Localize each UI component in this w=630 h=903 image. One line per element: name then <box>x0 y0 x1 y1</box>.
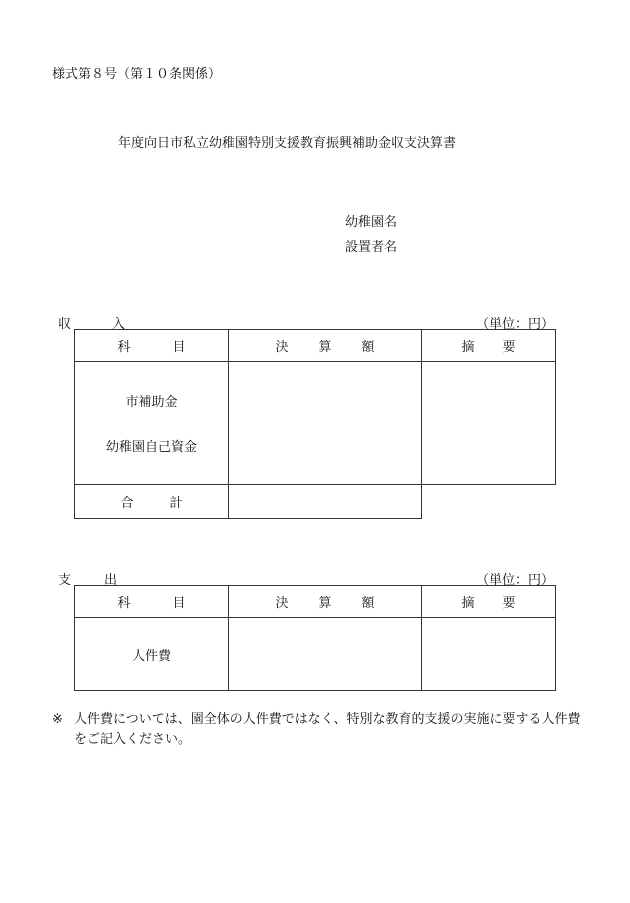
income-remarks-cell[interactable] <box>422 362 556 485</box>
footnote-mark: ※ <box>52 712 63 727</box>
form-number: 様式第８号（第１０条関係） <box>52 67 222 82</box>
income-header-remarks-char-1: 摘 <box>461 340 475 355</box>
income-item-city-subsidy: 市補助金 <box>125 395 178 410</box>
income-table <box>74 329 556 519</box>
income-body-row <box>75 362 556 485</box>
income-header-remarks <box>422 330 556 362</box>
income-total-amount-cell[interactable] <box>229 485 422 519</box>
income-header-row <box>75 330 556 362</box>
expense-amount-cell[interactable] <box>229 618 422 691</box>
expense-items-cell <box>75 618 229 691</box>
footnote-text: 人件費については、園全体の人件費ではなく、特別な教育的支援の実施に要する人件費をご記入ください。 <box>74 712 581 747</box>
expense-header-amount <box>229 586 422 618</box>
expense-section-char-1: 支 <box>58 573 72 588</box>
expense-header-row <box>75 586 556 618</box>
income-amount-cell[interactable] <box>229 362 422 485</box>
income-section-char-1: 収 <box>58 317 72 332</box>
income-total-label <box>75 485 229 519</box>
income-header-item <box>75 330 229 362</box>
expense-header-amount-char-3: 額 <box>361 596 375 611</box>
income-total-char-1: 合 <box>120 496 134 511</box>
expense-header-remarks-char-2: 要 <box>502 596 516 611</box>
expense-section-char-2: 出 <box>104 573 118 588</box>
income-items-cell <box>75 362 229 485</box>
kindergarten-name-label: 幼稚園名 <box>345 215 398 230</box>
income-unit-label: （単位：円） <box>476 317 555 332</box>
income-header-amount-char-1: 決 <box>275 340 289 355</box>
expense-header-remarks <box>422 586 556 618</box>
expense-unit-label: （単位：円） <box>476 573 555 588</box>
founder-name-label: 設置者名 <box>345 240 398 255</box>
income-section-char-2: 入 <box>112 317 126 332</box>
income-header-remarks-char-2: 要 <box>502 340 516 355</box>
footnote <box>52 710 592 750</box>
income-header-item-char-1: 科 <box>117 340 131 355</box>
expense-item-personnel: 人件費 <box>131 648 171 664</box>
income-header-item-char-2: 目 <box>172 340 186 355</box>
expense-header-item-char-1: 科 <box>117 596 131 611</box>
income-header-amount-char-2: 算 <box>318 340 332 355</box>
expense-header-amount-char-1: 決 <box>275 596 289 611</box>
expense-table <box>74 585 556 691</box>
expense-body-row <box>75 618 556 691</box>
expense-header-amount-char-2: 算 <box>318 596 332 611</box>
expense-header-item-char-2: 目 <box>172 596 186 611</box>
income-total-blank <box>422 485 556 519</box>
expense-remarks-cell[interactable] <box>422 618 556 691</box>
income-header-amount-char-3: 額 <box>361 340 375 355</box>
income-total-char-2: 計 <box>169 496 183 511</box>
expense-header-remarks-char-1: 摘 <box>461 596 475 611</box>
income-header-amount <box>229 330 422 362</box>
income-item-own-funds: 幼稚園自己資金 <box>105 440 197 455</box>
expense-header-item <box>75 586 229 618</box>
document-title: 年度向日市私立幼稚園特別支援教育振興補助金収支決算書 <box>118 136 457 151</box>
income-total-row <box>75 485 556 519</box>
